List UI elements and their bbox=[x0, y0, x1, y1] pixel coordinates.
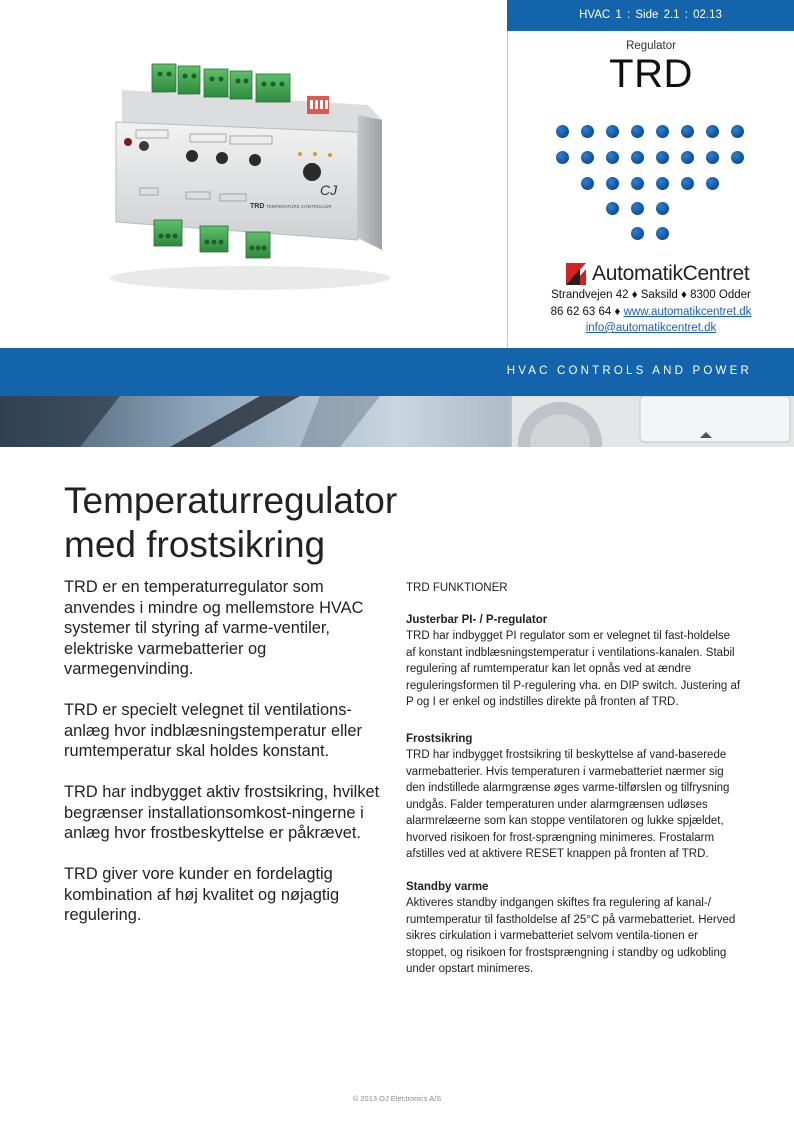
device-brand-mark: CJ bbox=[320, 182, 338, 198]
logo-dot bbox=[631, 125, 644, 138]
intro-paragraph: TRD giver vore kunder en fordelagtig kombination af høj kvalitet og nøjagtig regulering. bbox=[64, 865, 340, 924]
logo-dot bbox=[731, 151, 744, 164]
logo-dot bbox=[556, 151, 569, 164]
logo-dot bbox=[631, 227, 644, 240]
logo-dot bbox=[581, 151, 594, 164]
company-phone: 86 62 63 64 ♦ bbox=[550, 306, 624, 318]
function-body: TRD har indbygget PI regulator som er velegnet til fast-holdelse af konstant indblæsningstemperatur i ventilations-kanalen. Stabil regulering af rumtemperatur kan let opnås ved at ændre reguleringsformen til P-regulering vha. en DIP switch. Justering af P og I er enkel og indstilles direkte på fronten af TRD. bbox=[406, 630, 741, 708]
logo-dot bbox=[606, 125, 619, 138]
intro-paragraph: TRD er en temperaturregulator som anvendes i mindre og mellemstore HVAC systemer til styring af varme-ventiler, elektriske varmebatterier og varmegenvinding. bbox=[64, 578, 364, 678]
document-reference: HVAC 1 : Side 2.1 : 02.13 bbox=[579, 9, 722, 21]
function-title: Standby varme bbox=[406, 880, 489, 893]
company-email-line bbox=[508, 322, 794, 334]
function-body: TRD har indbygget frostsikring til beskyttelse af vand-baserede varmebatterier. Hvis temperaturen i varmebatteriet nærmer sig den indstillede alarmgrænse øges varme-tilførslen og tilfrysning undgås. Falder temperaturen under alarmgrænsen udløses alarmrelæerne som kan stoppe ventilatoren og lukke spjældet, hvorved risikoen for frost-sprængning minimeres. Frostalarm afstilles ved at aktivere RESET knappen på fronten af TRD. bbox=[406, 749, 730, 860]
logo-dot bbox=[556, 125, 569, 138]
company-address: Strandvejen 42 ♦ Saksild ♦ 8300 Odder bbox=[551, 289, 751, 301]
header-photo-strip bbox=[0, 396, 794, 447]
company-contact-line bbox=[508, 306, 794, 318]
logo-dot bbox=[631, 151, 644, 164]
logo-dot bbox=[656, 177, 669, 190]
product-code: TRD bbox=[609, 52, 693, 96]
title-line-2: med frostsikring bbox=[64, 524, 326, 565]
company-name: AutomatikCentret bbox=[592, 262, 750, 285]
device-label: TRD bbox=[250, 203, 265, 210]
company-website-link[interactable]: www.automatikcentret.dk bbox=[623, 306, 752, 318]
logo-dot bbox=[606, 177, 619, 190]
banner-text: HVAC CONTROLS AND POWER bbox=[506, 365, 752, 377]
functions-column bbox=[406, 580, 741, 994]
logo-dot bbox=[706, 177, 719, 190]
intro-column bbox=[64, 577, 386, 946]
regulator-label: Regulator bbox=[626, 40, 676, 52]
function-title: Justerbar PI- / P-regulator bbox=[406, 613, 548, 626]
automatikcentret-logo-icon bbox=[566, 263, 586, 285]
title-line-1: Temperaturregulator bbox=[64, 480, 398, 521]
logo-dot bbox=[631, 177, 644, 190]
copyright-notice: © 2013 OJ Electronics A/S bbox=[352, 1094, 442, 1103]
logo-dot bbox=[656, 151, 669, 164]
logo-dot bbox=[606, 202, 619, 215]
page-title bbox=[64, 479, 544, 567]
company-email-link[interactable]: info@automatikcentret.dk bbox=[585, 322, 717, 334]
company-logo bbox=[566, 260, 749, 288]
logo-dot bbox=[706, 125, 719, 138]
logo-dot bbox=[706, 151, 719, 164]
logo-dot bbox=[681, 151, 694, 164]
functions-heading: TRD FUNKTIONER bbox=[406, 582, 508, 594]
logo-dot bbox=[656, 125, 669, 138]
logo-dot bbox=[656, 202, 669, 215]
logo-dot bbox=[681, 125, 694, 138]
intro-paragraph: TRD har indbygget aktiv frostsikring, hvilket begrænser installationsomkost-ningerne i anlæg hvor frostbeskyttelse er påkrævet. bbox=[64, 783, 380, 842]
document-reference-bar bbox=[507, 0, 794, 31]
logo-dot bbox=[581, 125, 594, 138]
function-title: Frostsikring bbox=[406, 732, 473, 745]
logo-dot bbox=[731, 125, 744, 138]
logo-dot bbox=[606, 151, 619, 164]
logo-dot bbox=[681, 177, 694, 190]
dot-pattern-logo bbox=[508, 31, 794, 281]
function-body: Aktiveres standby indgangen skiftes fra regulering af kanal-/ rumtemperatur til fastholdelse af 25°C på varmebatteriet. Herved sikres cirkulation i varmebatteriet selvom ventila-tionen er stoppet, og risikoen for frostsprængning i standby og udkobling under opstart minimeres. bbox=[406, 897, 736, 975]
logo-dot bbox=[581, 177, 594, 190]
logo-dot bbox=[631, 202, 644, 215]
product-image-trd-controller bbox=[100, 50, 400, 300]
intro-paragraph: TRD er specielt velegnet til ventilations-anlæg hvor indblæsningstemperatur eller rumtemperatur skal holdes konstant. bbox=[64, 701, 362, 760]
device-sublabel: TEMPERATURE CONTROLLER bbox=[266, 204, 332, 209]
logo-dot bbox=[656, 227, 669, 240]
hvac-banner bbox=[0, 348, 794, 396]
regulator-panel bbox=[507, 31, 794, 348]
